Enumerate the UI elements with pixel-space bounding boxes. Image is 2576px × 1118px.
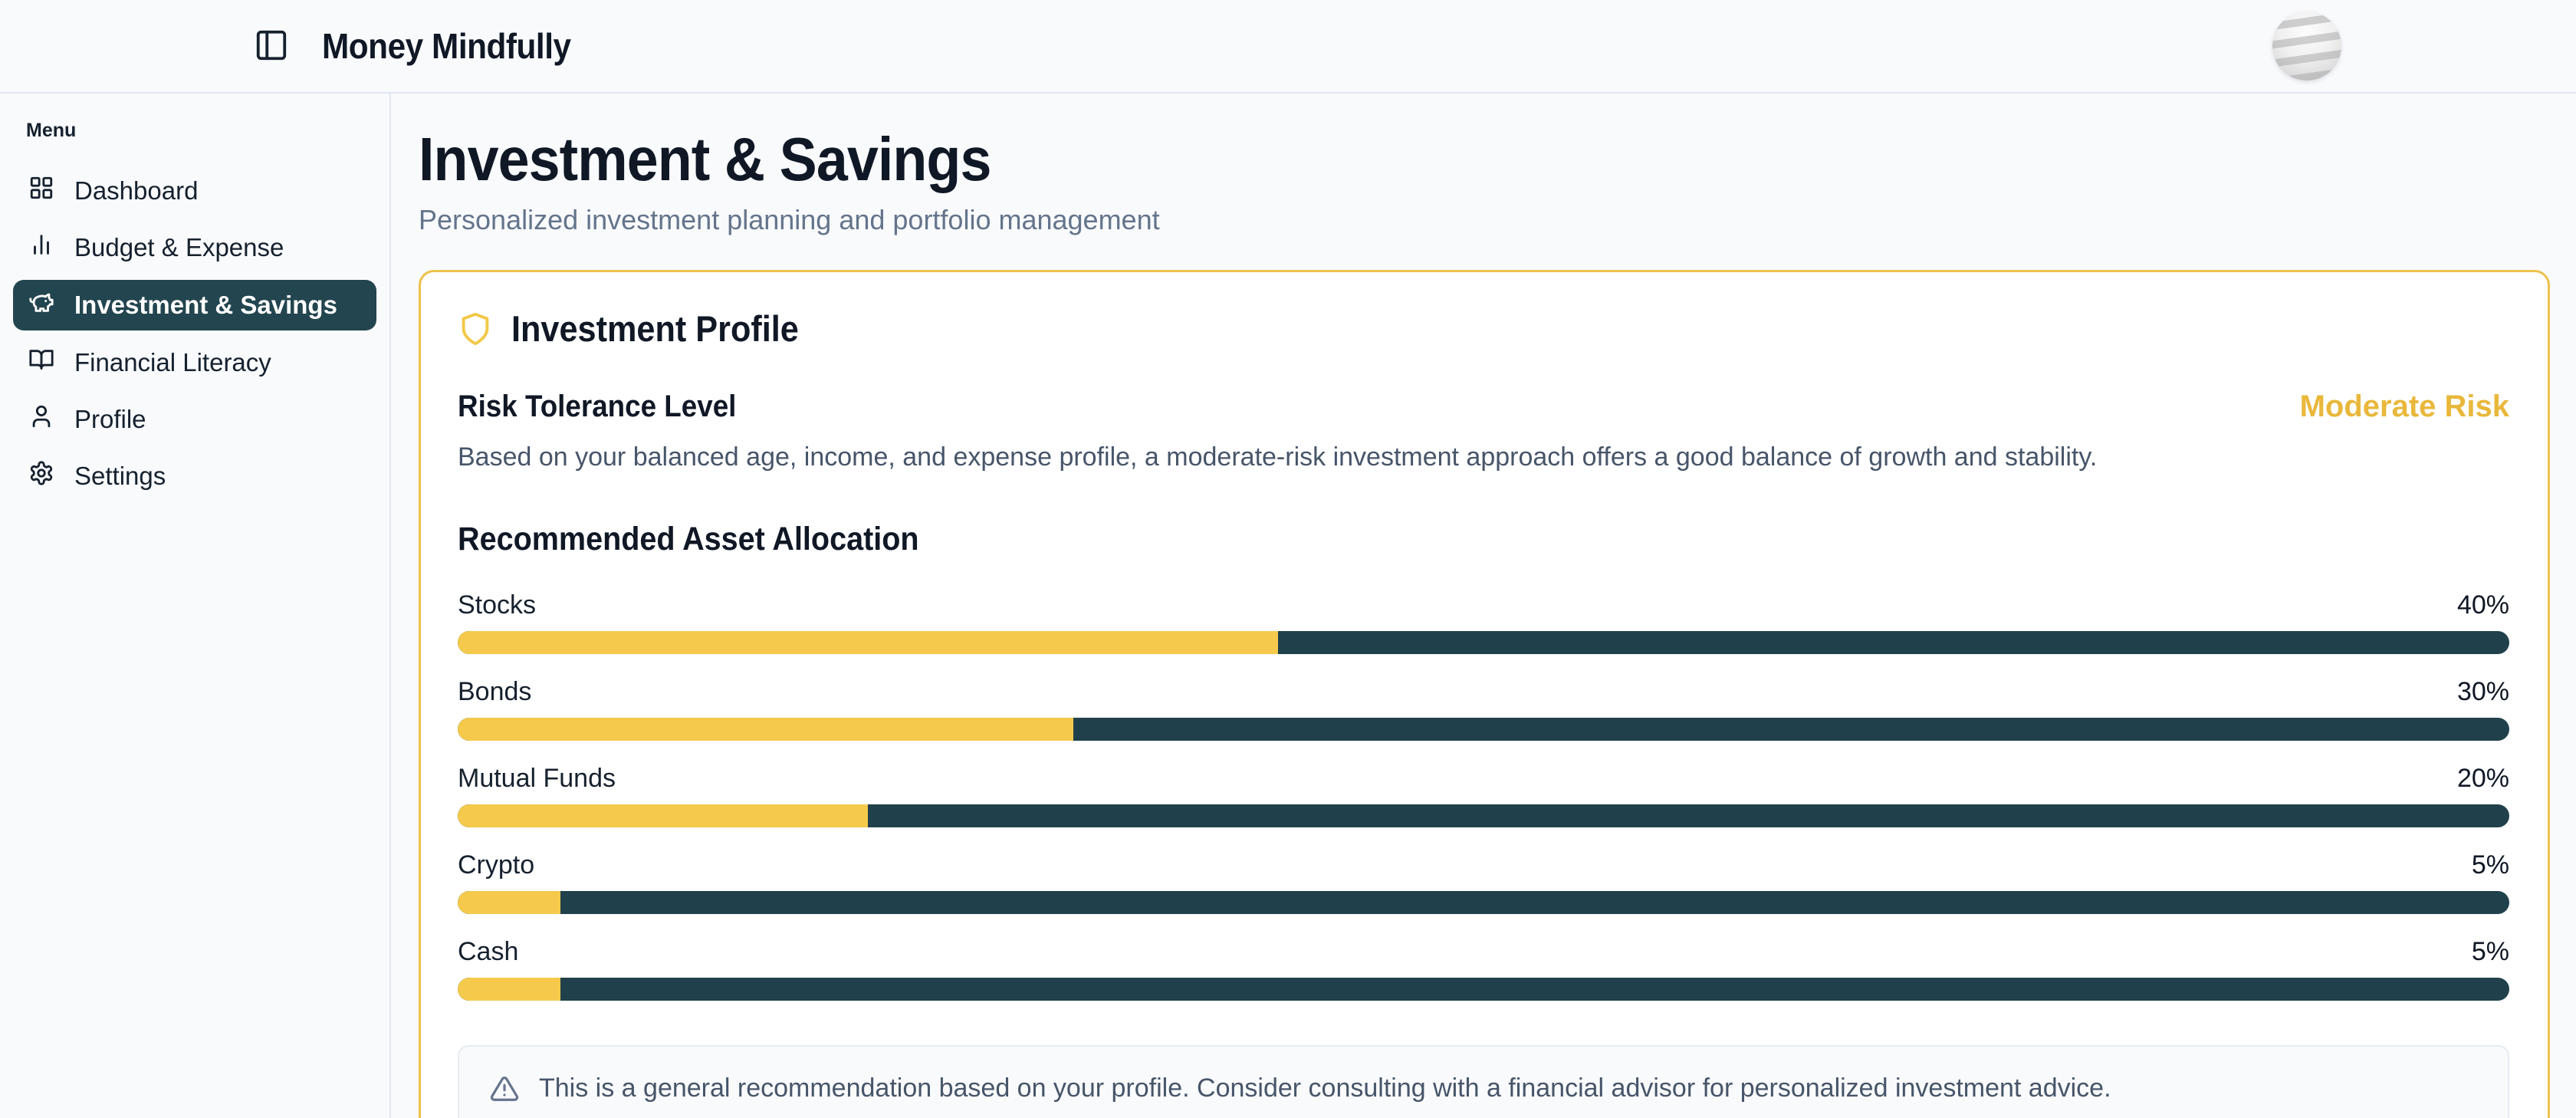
allocation-percent: 30% bbox=[2456, 676, 2509, 706]
sidebar-item-profile[interactable] bbox=[13, 395, 376, 444]
avatar[interactable] bbox=[2272, 12, 2341, 81]
allocation-label: Bonds bbox=[458, 676, 532, 706]
allocation-bar-fill bbox=[458, 631, 1278, 654]
allocation-row bbox=[458, 590, 2509, 654]
sidebar-item-investment-savings[interactable] bbox=[13, 280, 376, 330]
app-title: Money Mindfully bbox=[322, 26, 571, 66]
risk-level-badge: Moderate Risk bbox=[2299, 390, 2509, 423]
top-header bbox=[0, 0, 2576, 94]
bar-chart-icon bbox=[28, 232, 54, 264]
allocation-bar-track bbox=[458, 891, 2509, 914]
sidebar-item-label: Settings bbox=[74, 462, 166, 490]
allocation-bar-track bbox=[458, 804, 2509, 827]
allocation-row-header bbox=[458, 590, 2509, 620]
allocation-row-header bbox=[458, 850, 2509, 880]
allocation-row bbox=[458, 850, 2509, 914]
allocation-percent: 5% bbox=[2471, 936, 2509, 966]
panel-left-icon bbox=[254, 28, 289, 65]
sidebar-item-budget-expense[interactable] bbox=[13, 223, 376, 272]
allocation-label: Mutual Funds bbox=[458, 763, 616, 793]
allocation-row bbox=[458, 764, 2509, 827]
sidebar-nav bbox=[0, 166, 389, 501]
allocation-bar-fill bbox=[458, 804, 868, 827]
main-content bbox=[391, 94, 2576, 1118]
sidebar-item-financial-literacy[interactable] bbox=[13, 338, 376, 387]
allocation-bar-track bbox=[458, 978, 2509, 1001]
allocation-bar-fill bbox=[458, 718, 1073, 741]
allocation-bar-track bbox=[458, 718, 2509, 741]
allocation-row bbox=[458, 677, 2509, 741]
risk-tolerance-row bbox=[458, 390, 2509, 424]
advisor-note-box bbox=[458, 1045, 2509, 1118]
sidebar-toggle-button[interactable] bbox=[250, 25, 293, 67]
allocation-percent: 20% bbox=[2456, 763, 2509, 793]
sidebar bbox=[0, 94, 391, 1118]
allocation-heading: Recommended Asset Allocation bbox=[458, 520, 919, 557]
allocation-row-header bbox=[458, 764, 2509, 794]
piggy-bank-icon bbox=[28, 289, 54, 321]
sidebar-menu-label: Menu bbox=[26, 120, 77, 141]
risk-description: Based on your balanced age, income, and expense profile, a moderate-risk investment approach offers a good balance of growth and stability. bbox=[458, 442, 2098, 472]
sidebar-item-label: Budget & Expense bbox=[74, 233, 284, 261]
allocation-label: Cash bbox=[458, 936, 519, 966]
shield-icon bbox=[458, 311, 493, 347]
page-title: Investment & Savings bbox=[419, 125, 991, 193]
open-book-icon bbox=[28, 347, 54, 379]
dashboard-grid-icon bbox=[28, 175, 54, 207]
allocation-label: Stocks bbox=[458, 590, 537, 620]
card-title: Investment Profile bbox=[511, 308, 799, 349]
sidebar-item-label: Financial Literacy bbox=[74, 348, 271, 377]
allocation-row-header bbox=[458, 677, 2509, 707]
allocation-bar-fill bbox=[458, 891, 560, 914]
allocation-row-header bbox=[458, 937, 2509, 967]
investment-profile-card bbox=[419, 270, 2550, 1118]
sidebar-item-label: Investment & Savings bbox=[74, 291, 337, 319]
allocation-bar-track bbox=[458, 631, 2509, 654]
allocation-row bbox=[458, 937, 2509, 1001]
allocation-list bbox=[458, 590, 2509, 1001]
allocation-percent: 5% bbox=[2471, 850, 2509, 880]
page-subtitle: Personalized investment planning and portfolio management bbox=[419, 204, 1160, 235]
sidebar-item-dashboard[interactable] bbox=[13, 166, 376, 215]
risk-tolerance-heading: Risk Tolerance Level bbox=[458, 390, 737, 423]
user-icon bbox=[28, 403, 54, 436]
sidebar-item-label: Profile bbox=[74, 405, 146, 433]
sidebar-item-label: Dashboard bbox=[74, 176, 199, 205]
allocation-bar-fill bbox=[458, 978, 560, 1001]
allocation-label: Crypto bbox=[458, 850, 535, 880]
gear-icon bbox=[28, 460, 54, 492]
advisor-note-text: This is a general recommendation based on your profile. Consider consulting with a financial advisor for personalized investment advice. bbox=[539, 1073, 2111, 1103]
allocation-percent: 40% bbox=[2456, 590, 2509, 620]
warning-triangle-icon bbox=[490, 1074, 519, 1103]
card-header bbox=[458, 307, 2509, 350]
sidebar-item-settings[interactable] bbox=[13, 452, 376, 501]
